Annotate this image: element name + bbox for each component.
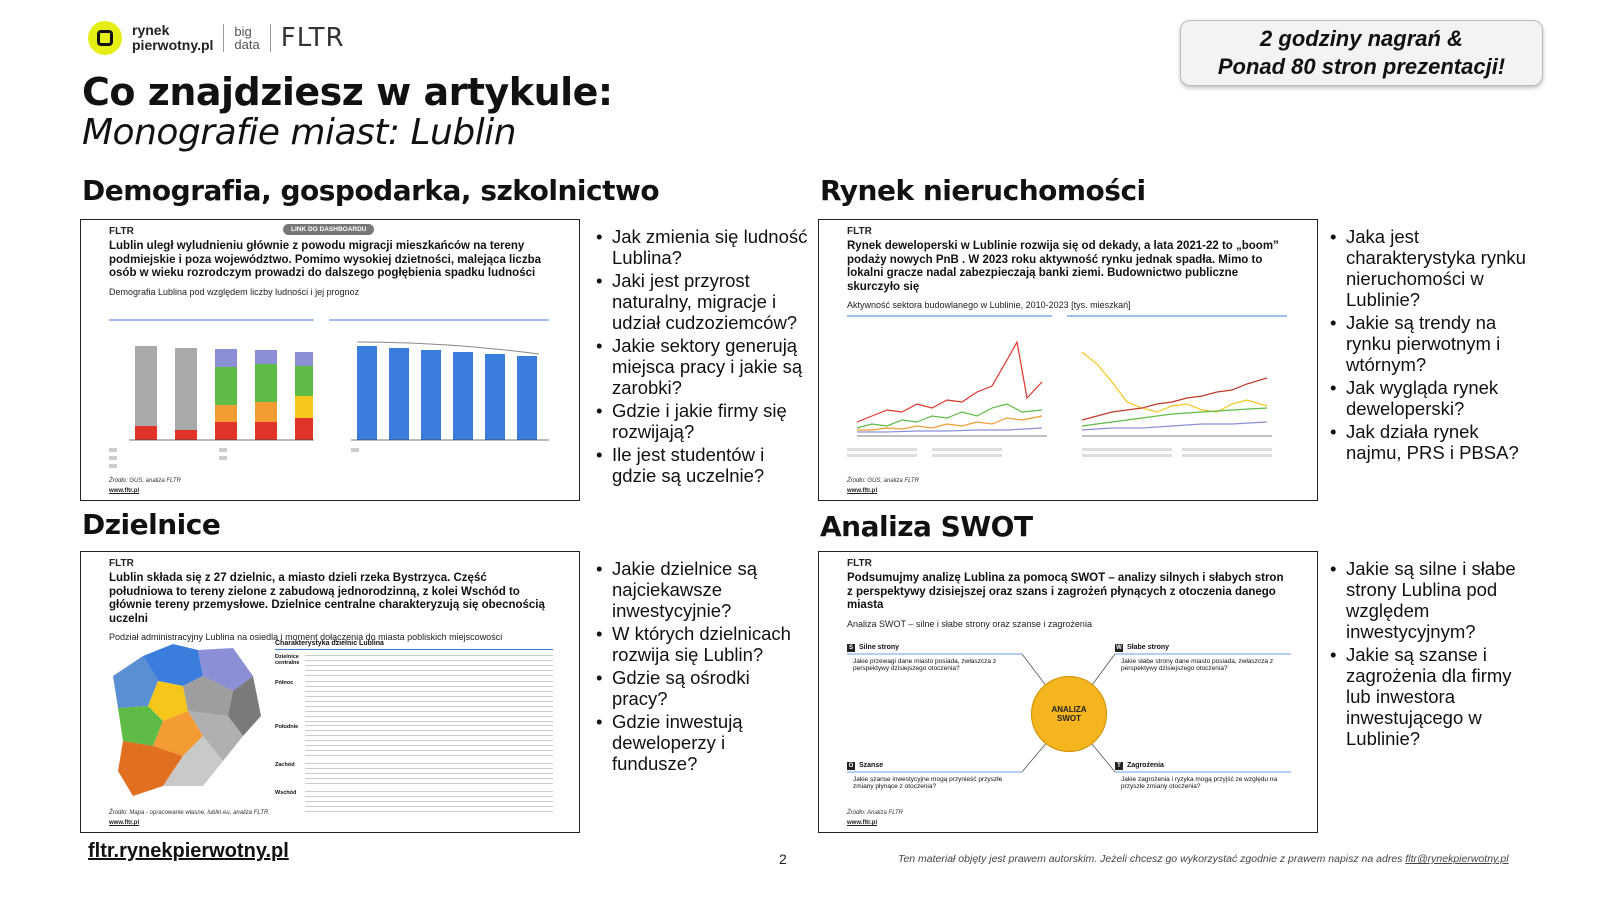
brand-logos xyxy=(88,18,345,58)
forecast-bars xyxy=(357,342,539,440)
swot-opportunities-text: Jakie szanse inwestycyjne mogą przynieść przyszłe zmiany płynące z otoczenia? xyxy=(853,776,1003,790)
slide-source: Źródło: Analiza FLTR xyxy=(847,810,904,816)
swot-strengths-text: Jakie przewagi dane miasto posiada, zwłaszcza z perspektywy dzisiejszego otoczenia? xyxy=(853,658,997,672)
question-item: • Jakie sektory generują miejsca pracy i jakie są zarobki? xyxy=(596,335,810,398)
section-title-rynek: Rynek nieruchomości xyxy=(820,174,1146,207)
page-subtitle: Monografie miast: Lublin xyxy=(82,112,517,153)
rynekpierwotny-logo-text xyxy=(132,23,213,53)
question-item: • Jakie są szanse i zagrożenia dla firmy lub inwestora inwestującego w Lublinie? xyxy=(1330,644,1540,749)
slide-brand: FLTR xyxy=(847,558,872,569)
logo-line2: pierwotny.pl xyxy=(132,37,214,53)
series-line xyxy=(1082,352,1267,412)
section-title-demografia: Demografia, gospodarka, szkolnictwo xyxy=(82,174,660,207)
district-row-label: Zachód xyxy=(275,762,295,768)
question-item: • Jakie są trendy na rynku pierwotnym i wtórnym? xyxy=(1330,312,1536,375)
district-row-label: Wschód xyxy=(275,790,297,796)
slide-preview-swot[interactable] xyxy=(818,551,1318,833)
swot-threats: T Zagrożenia Jakie zagrożenia i ryzyka mogą przyjść ze względu na przyszłe zmiany otoczenia? xyxy=(1115,762,1291,790)
copyright-notice xyxy=(898,853,1509,865)
district-row xyxy=(275,762,553,788)
swot-threats-label: Zagrożenia xyxy=(1127,762,1164,769)
slide-source: Źródło: GUS, analiza FLTR xyxy=(109,478,181,484)
copyright-text: Ten materiał objęty jest prawem autorskim. Jeżeli chcesz go wykorzystać zgodnie z prawem napisz na adres xyxy=(898,853,1406,865)
question-item: • Jak zmienia się ludność Lublina? xyxy=(596,226,810,268)
page-title: Co znajdziesz w artykule: xyxy=(82,70,613,114)
demografia-charts-thumbnail xyxy=(109,312,553,482)
swot-opportunities-label: Szanse xyxy=(859,762,884,769)
district-row-label: Północ xyxy=(275,680,294,686)
site-link[interactable]: fltr.rynekpierwotny.pl xyxy=(88,840,289,862)
slide-heading: Lublin składa się z 27 dzielnic, a miasto dzieli rzeka Bystrzyca. Część południowa to tereny zielone z zabudową jednorodzinną, z kolei Wschód to głównie tereny przemysłowe. Dzielnice centralne charakteryzują się obecnością uczelni xyxy=(109,572,545,625)
questions-swot xyxy=(1330,558,1540,751)
slide-subtitle: Demografia Lublina pod względem liczby ludności i jej prognoz xyxy=(109,286,360,297)
district-row xyxy=(275,790,553,812)
slide-heading: Podsumujmy analizę Lublina za pomocą SWOT – analizy silnych i słabych stron z perspektywy dzisiejszej oraz szans i zagrożeń płynących z otoczenia danego miasta xyxy=(847,572,1284,611)
slide-subtitle: Aktywność sektora budowlanego w Lublinie, 2010-2023 [tys. mieszkań] xyxy=(847,300,1131,310)
promo-line1: 2 godziny nagrań & xyxy=(1260,26,1463,51)
swot-weaknesses-text: Jakie słabe strony dane miasto posiada, zwłaszcza z perspektywy dzisiejszego otoczenia? xyxy=(1121,658,1274,672)
logo-divider xyxy=(223,24,224,52)
question-item: • Gdzie są ośrodki pracy? xyxy=(596,667,810,709)
rynek-line-charts-thumbnail xyxy=(847,312,1291,482)
lublin-districts-map xyxy=(103,636,263,806)
question-item: • W których dzielnicach rozwija się Lublin? xyxy=(596,623,810,665)
slide-brand: FLTR xyxy=(109,558,134,569)
copyright-email[interactable]: fltr@rynekpierwotny.pl xyxy=(1405,853,1509,865)
slide-brand: FLTR xyxy=(109,226,134,237)
promo-box xyxy=(1180,20,1543,86)
fltr-logo: FLTR xyxy=(280,23,345,53)
slide-subtitle: Podział administracyjny Lublina na osiedla i moment dołączenia do miasta pobliskich miejscowości xyxy=(109,632,503,642)
logo-big-line2: data xyxy=(234,37,260,52)
question-item: • Jaki jest przyrost naturalny, migracje i udział cudzoziemców? xyxy=(596,270,810,333)
series-line xyxy=(857,416,1042,430)
bigdata-logo xyxy=(234,25,259,51)
swot-weaknesses: W Słabe strony Jakie słabe strony dane miasto posiada, zwłaszcza z perspektywy dzisiejszego otoczenia? xyxy=(1115,644,1291,672)
district-table-title: Charakterystyka dzielnic Lublina xyxy=(275,640,553,650)
district-row xyxy=(275,724,553,760)
logo-line1: rynek xyxy=(132,22,170,38)
logo-big-line1: big xyxy=(234,24,252,39)
district-table xyxy=(275,640,553,812)
slide-source: Źródło: Mapa - opracowanie własne, lublin.eu, analiza FLTR xyxy=(109,810,269,816)
slide-www-link[interactable]: www.fltr.pl xyxy=(109,488,140,494)
slide-subtitle: Analiza SWOT – silne i słabe strony oraz szanse i zagrożenia xyxy=(847,618,1092,629)
swot-center-line2: SWOT xyxy=(1057,714,1081,723)
series-line xyxy=(1082,422,1267,430)
slide-www-link[interactable]: www.fltr.pl xyxy=(847,488,878,494)
question-item: • Jak działa rynek najmu, PRS i PBSA? xyxy=(1330,421,1536,463)
slide-heading: Rynek deweloperski w Lublinie rozwija się od dekady, a lata 2021-22 to „boom” podaży nowych PnB . W 2023 roku aktywność rynku jednak spadła. Mimo to lokalni gracze nadal zabezpieczają banki ziemi. Budownictwo publiczne skurczyło się xyxy=(847,240,1279,293)
question-item: • Gdzie i jakie firmy się rozwijają? xyxy=(596,400,810,442)
questions-demografia xyxy=(596,226,810,488)
swot-center-line1: ANALIZA xyxy=(1051,705,1087,714)
page-number: 2 xyxy=(779,851,787,867)
question-item: • Ile jest studentów i gdzie są uczelnie? xyxy=(596,444,810,486)
district-row-label: Południe xyxy=(275,724,299,730)
stacked-bars xyxy=(135,346,313,440)
logo-divider xyxy=(270,24,271,52)
slide-www-link[interactable]: www.fltr.pl xyxy=(847,820,878,826)
question-item: • Jaka jest charakterystyka rynku nieruchomości w Lublinie? xyxy=(1330,226,1536,310)
slide-source: Źródło: GUS, analiza FLTR xyxy=(847,478,919,484)
swot-strengths: S Silne strony Jakie przewagi dane miasto posiada, zwłaszcza z perspektywy dzisiejszego otoczenia? xyxy=(847,644,1022,672)
slide-preview-demografia[interactable] xyxy=(80,219,580,501)
question-item: • Gdzie inwestują deweloperzy i fundusze? xyxy=(596,711,810,774)
swot-weaknesses-label: Słabe strony xyxy=(1127,644,1170,651)
swot-strengths-label: Silne strony xyxy=(859,644,900,651)
question-item: • Jakie są silne i słabe strony Lublina pod względem inwestycyjnym? xyxy=(1330,558,1540,642)
series-line xyxy=(857,342,1042,422)
district-row xyxy=(275,680,553,722)
district-row-label: Dzielnice centralne xyxy=(275,654,300,666)
district-row xyxy=(275,654,553,678)
questions-rynek xyxy=(1330,226,1536,465)
swot-opportunities: O Szanse Jakie szanse inwestycyjne mogą przynieść przyszłe zmiany płynące z otoczenia? xyxy=(847,762,1022,790)
question-item: • Jakie dzielnice są najciekawsze inwestycyjnie? xyxy=(596,558,810,621)
slide-preview-rynek[interactable] xyxy=(818,219,1318,501)
rynekpierwotny-logo-icon xyxy=(88,21,122,55)
slide-brand: FLTR xyxy=(847,226,872,237)
section-title-dzielnice: Dzielnice xyxy=(82,508,221,541)
slide-preview-dzielnice[interactable] xyxy=(80,551,580,833)
swot-center-circle xyxy=(1031,676,1107,752)
slide-www-link[interactable]: www.fltr.pl xyxy=(109,820,140,826)
slide-heading: Lublin uległ wyludnieniu głównie z powodu migracji mieszkańców na tereny podmiejskie i poza województwo. Pomimo wysokiej dzietności, malejąca liczba osób w wieku rozrodczym prowadzi do dalszego pogłębienia spadku ludności xyxy=(109,240,542,279)
question-item: • Jak wygląda rynek deweloperski? xyxy=(1330,377,1536,419)
dashboard-link-badge[interactable]: LINK DO DASHBOARDU xyxy=(283,224,374,235)
section-title-swot: Analiza SWOT xyxy=(820,510,1033,543)
swot-threats-text: Jakie zagrożenia i ryzyka mogą przyjść ze względu na przyszłe zmiany otoczenia? xyxy=(1121,776,1278,790)
questions-dzielnice xyxy=(596,558,810,776)
promo-line2: Ponad 80 stron prezentacji! xyxy=(1217,54,1506,79)
